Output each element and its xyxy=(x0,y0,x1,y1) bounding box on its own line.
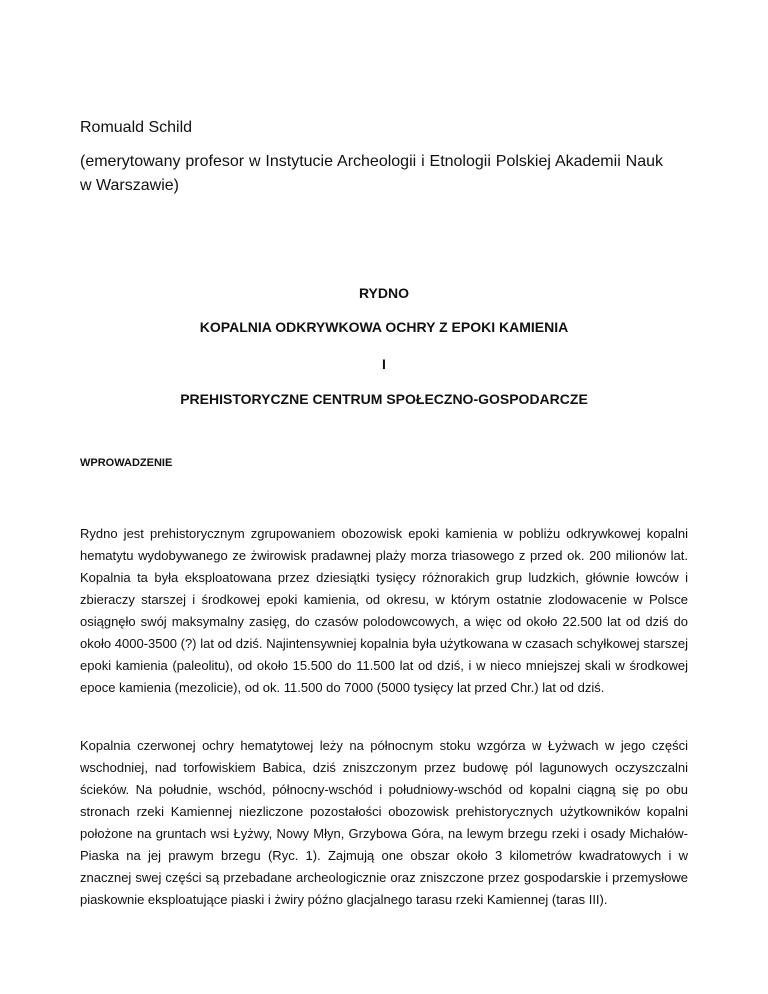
title-line: I xyxy=(382,356,386,372)
title-line: PREHISTORYCZNE CENTRUM SPOŁECZNO-GOSPODARCZE xyxy=(180,391,588,407)
body-paragraph: Rydno jest prehistorycznym zgrupowaniem obozowisk epoki kamienia w pobliżu odkrywkowej kopalni hematytu wydobywanego ze żwirowisk pradawnej plaży morza triasowego z przed ok. 200 milionów lat. Kopalnia ta była eksploatowana przez dziesiątki tysięcy różnorakich grup ludzkich, głównie łowców i zbieraczy starszej i środkowej epoki kamienia, od okresu, w którym ostatnie zlodowacenie w Polsce osiągnęło swój maksymalny zasięg, do czasów polodowcowych, a więc od około 22.500 lat od dziś do około 4000-3500 (?) lat od dziś. Najintensywniej kopalnia była użytkowana w czasach schyłkowej starszej epoki kamienia (paleolitu), od około 15.500 do 11.500 lat od dziś, i w nieco mniejszej skali w środkowej epoce kamienia (mezolicie), od ok. 11.500 do 7000 (5000 tysięcy lat przed Chr.) lat od dziś. xyxy=(80,526,688,695)
author-affiliation: (emerytowany profesor w Instytucie Archeologii i Etnologii Polskiej Akademii Nauk w Warszawie) xyxy=(80,153,663,194)
title-line: RYDNO xyxy=(358,285,410,301)
author-name: Romuald Schild xyxy=(80,119,193,136)
section-heading: WPROWADZENIE xyxy=(80,457,173,469)
title-line: KOPALNIA ODKRYWKOWA OCHRY Z EPOKI KAMIENIA xyxy=(199,319,569,335)
body-paragraph: Kopalnia czerwonej ochry hematytowej leży na północnym stoku wzgórza w Łyżwach w jego części wschodniej, nad torfowiskiem Babica, dziś zniszczonym przez budowę pól lagunowych oczyszczalni ścieków. Na południe, wschód, północny-wschód i południowy-wschód od kopalni ciągną się po obu stronach rzeki Kamiennej niezliczone pozostałości obozowisk prehistorycznych użytkowników kopalni położone na gruntach wsi Łyżwy, Nowy Młyn, Grzybowa Góra, na lewym brzegu rzeki i osady Michałów-Piaska na jej prawym brzegu (Ryc. 1). Zajmują one obszar około 3 kilometrów kwadratowych i w znacznej swej części są przebadane archeologicznie oraz zniszczone przez gospodarskie i przemysłowe piaskownie eksploatujące piaski i żwiry późno glacjalnego tarasu rzeki Kamiennej (taras III). xyxy=(80,738,688,907)
